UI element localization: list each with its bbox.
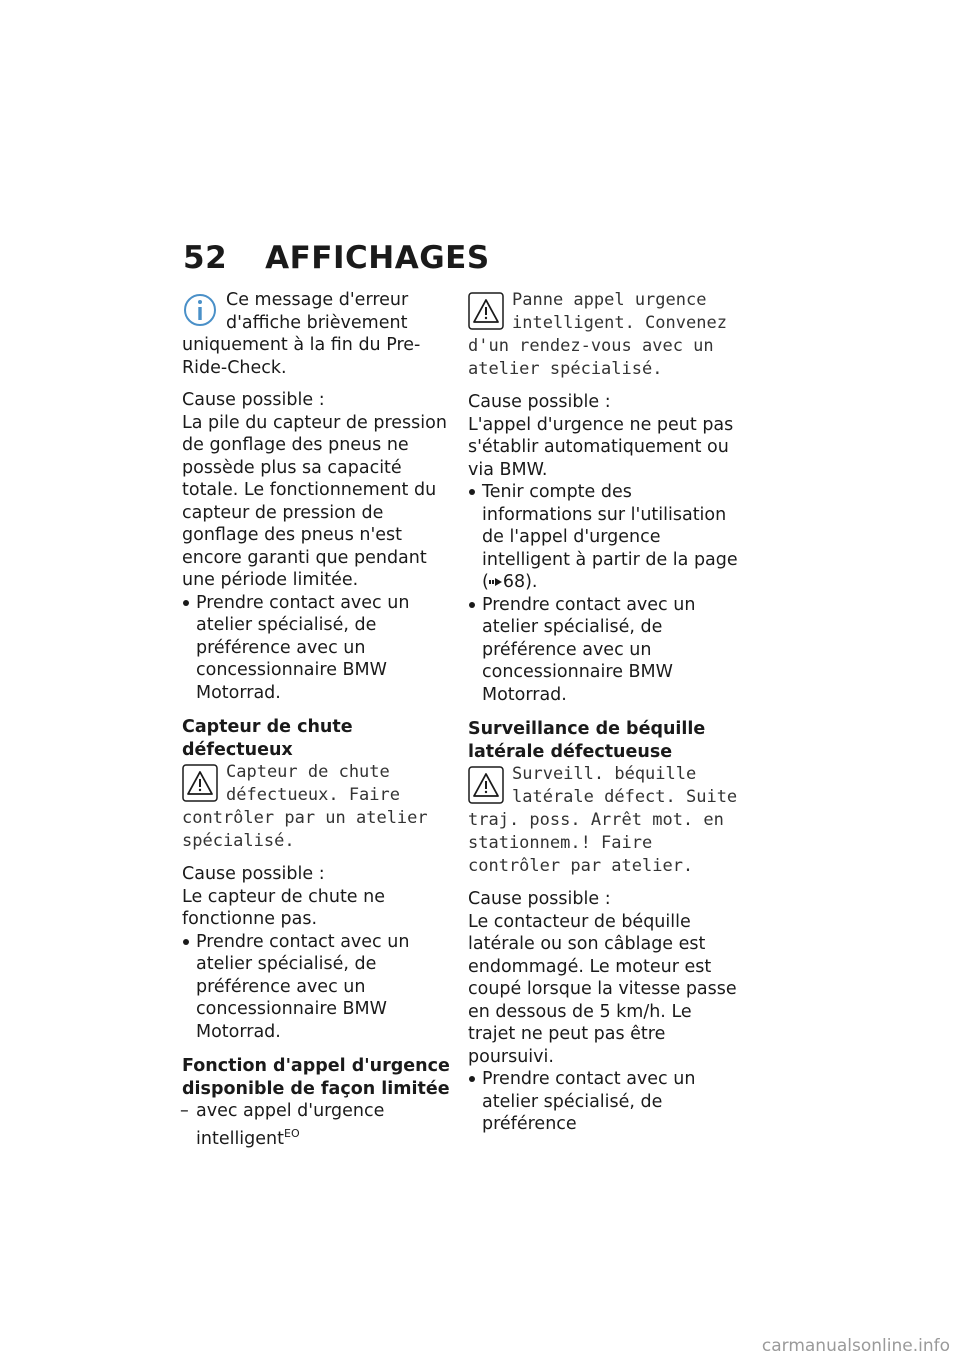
warning-note [468,289,740,381]
dash-list [182,1100,454,1150]
left-column [182,289,454,1150]
dash-item-text: avec appel d'urgence intelligent [196,1101,385,1149]
cause-label: Cause possible : [182,390,325,410]
bullet-list [468,1068,740,1136]
bullet-text: Tenir compte des informations sur l'utilisation de l'appel d'urgence intelligent à partir de la page [482,482,738,570]
section-heading: Surveillance de béquille latérale défectueuse [468,719,706,762]
list-item [182,1100,454,1150]
cause-label: Cause possible : [182,864,325,884]
bullet-list [182,592,454,705]
cause-text: L'appel d'urgence ne peut pas s'établir automatiquement ou via BMW. [468,414,734,480]
page-ref-arrow-icon [489,577,503,587]
info-text: Ce message d'erreur d'affiche brièvement uniquement à la fin du Pre-Ride-Check. [182,290,421,378]
list-item: Prendre contact avec un atelier spécialisé, de préférence avec un concessionnaire BMW Motorrad. [468,594,740,707]
warning-text: Surveill. béquille latérale défect. Suite traj. poss. Arrêt mot. en stationnem.! Faire contrôler par atelier. [468,764,738,876]
cause-label: Cause possible : [468,889,611,909]
bullet-list [182,931,454,1044]
watermark: carmanualsonline.info [761,1336,950,1356]
cause-label: Cause possible : [468,392,611,412]
warning-triangle-icon [468,765,504,805]
warning-note [182,761,454,853]
page-title: AFFICHAGES [265,240,490,276]
page-header [183,240,490,276]
cause-text: Le capteur de chute ne fonctionne pas. [182,886,385,929]
page-reference[interactable]: 68 [502,572,526,592]
page-number: 52 [183,240,228,276]
cause-text: Le contacteur de béquille latérale ou son câblage est endommagé. Le moteur est coupé lorsque la vitesse passe en dessous de 5 km/h. Le trajet ne peut pas être poursuivi. [468,911,737,1067]
info-icon [182,291,218,331]
warning-note [468,763,740,878]
list-item: Tenir compte des informations sur l'utilisation de l'appel d'urgence intelligent à partir de la page ( 68). [468,481,740,594]
list-item: Prendre contact avec un atelier spécialisé, de préférence avec un concessionnaire BMW Motorrad. [182,931,454,1044]
list-item: Prendre contact avec un atelier spécialisé, de préférence [468,1068,740,1136]
bullet-list [468,481,740,706]
warning-text: Capteur de chute défectueux. Faire contrôler par un atelier spécialisé. [182,762,428,851]
info-note [182,289,454,379]
warning-triangle-icon [182,763,218,803]
right-column [468,289,740,1136]
section-heading: Capteur de chute défectueux [182,717,353,760]
equipment-code: EO [284,1126,300,1140]
cause-text: La pile du capteur de pression de gonflage des pneus ne possède plus sa capacité totale. Le fonctionnement du capteur de pression de gonflage des pneus n'est encore garanti que pendant une période limitée. [182,412,447,590]
warning-triangle-icon [468,291,504,331]
section-heading: Fonction d'appel d'urgence disponible de façon limitée [182,1056,450,1099]
list-item: Prendre contact avec un atelier spécialisé, de préférence avec un concessionnaire BMW Motorrad. [182,592,454,705]
warning-text: Panne appel urgence intelligent. Convenez d'un rendez-vous avec un atelier spécialisé. [468,290,727,379]
